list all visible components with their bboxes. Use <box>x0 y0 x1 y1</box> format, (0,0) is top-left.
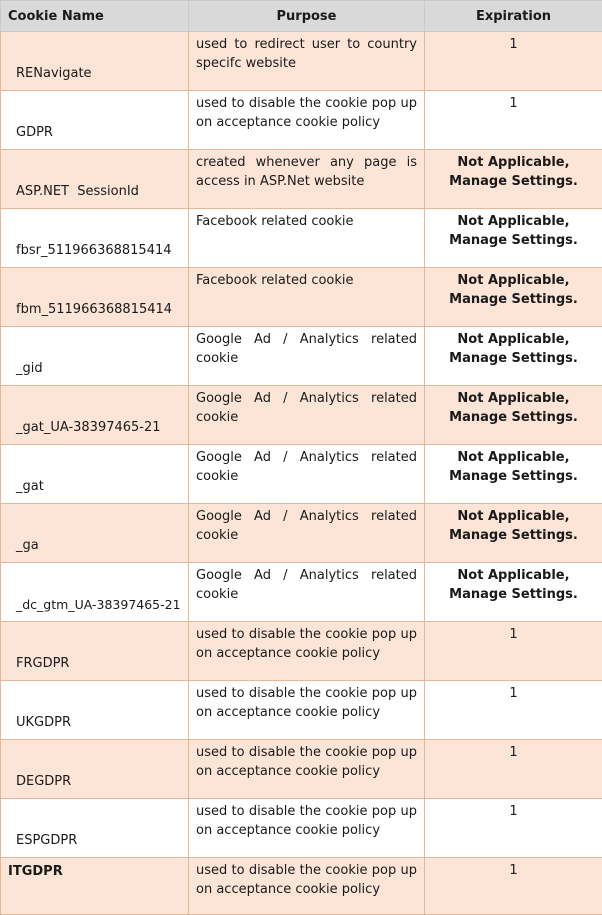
purpose-cell: Facebook related cookie <box>189 268 425 327</box>
cookie-name-cell: _gat <box>1 445 189 504</box>
purpose-cell: Google Ad / Analytics related cookie <box>189 445 425 504</box>
cookie-name-cell: UKGDPR <box>1 681 189 740</box>
expiration-cell: Not Applicable, Manage Settings. <box>425 209 602 268</box>
table-row <box>1 740 602 799</box>
header-expiration: Expiration <box>425 1 602 32</box>
cookie-name-cell: _ga <box>1 504 189 563</box>
purpose-cell: Google Ad / Analytics related cookie <box>189 504 425 563</box>
purpose-cell: used to redirect user to country specifc website <box>189 32 425 91</box>
table-row <box>1 858 602 915</box>
header-row <box>1 1 602 32</box>
purpose-cell: Google Ad / Analytics related cookie <box>189 386 425 445</box>
expiration-cell: Not Applicable, Manage Settings. <box>425 386 602 445</box>
purpose-cell: used to disable the cookie pop up on acceptance cookie policy <box>189 799 425 858</box>
table-row <box>1 91 602 150</box>
cookie-name-cell: _gat_UA-38397465-21 <box>1 386 189 445</box>
expiration-cell: 1 <box>425 622 602 681</box>
expiration-cell: 1 <box>425 799 602 858</box>
table-row <box>1 445 602 504</box>
table-row <box>1 32 602 91</box>
purpose-cell: used to disable the cookie pop up on acceptance cookie policy <box>189 622 425 681</box>
cookie-name-cell: FRGDPR <box>1 622 189 681</box>
cookie-name-cell: _dc_gtm_UA-38397465-21 <box>1 563 189 622</box>
cookie-name-cell: DEGDPR <box>1 740 189 799</box>
table-body <box>1 32 602 915</box>
expiration-cell: Not Applicable, Manage Settings. <box>425 504 602 563</box>
purpose-cell: Google Ad / Analytics related cookie <box>189 327 425 386</box>
table-row <box>1 268 602 327</box>
cookie-name-cell: ASP.NET SessionId <box>1 150 189 209</box>
table-row <box>1 563 602 622</box>
table-row <box>1 386 602 445</box>
cookie-name-cell: GDPR <box>1 91 189 150</box>
expiration-cell: Not Applicable, Manage Settings. <box>425 268 602 327</box>
expiration-cell: 1 <box>425 740 602 799</box>
cookie-name-cell: fbm_511966368815414 <box>1 268 189 327</box>
purpose-cell: created whenever any page is access in ASP.Net website <box>189 150 425 209</box>
purpose-cell: used to disable the cookie pop up on acceptance cookie policy <box>189 681 425 740</box>
cookie-name-cell: RENavigate <box>1 32 189 91</box>
expiration-cell: 1 <box>425 32 602 91</box>
table-row <box>1 150 602 209</box>
purpose-cell: used to disable the cookie pop up on acceptance cookie policy <box>189 91 425 150</box>
cookie-name-cell: fbsr_511966368815414 <box>1 209 189 268</box>
expiration-cell: 1 <box>425 91 602 150</box>
table-row <box>1 681 602 740</box>
expiration-cell: Not Applicable, Manage Settings. <box>425 327 602 386</box>
purpose-cell: used to disable the cookie pop up on acceptance cookie policy <box>189 740 425 799</box>
table-row <box>1 799 602 858</box>
cookie-name-cell: ESPGDPR <box>1 799 189 858</box>
expiration-cell: Not Applicable, Manage Settings. <box>425 445 602 504</box>
purpose-cell: Google Ad / Analytics related cookie <box>189 563 425 622</box>
cookie-name-cell: ITGDPR <box>1 858 189 915</box>
expiration-cell: Not Applicable, Manage Settings. <box>425 150 602 209</box>
purpose-cell: used to disable the cookie pop up on acceptance cookie policy <box>189 858 425 915</box>
purpose-cell: Facebook related cookie <box>189 209 425 268</box>
expiration-cell: 1 <box>425 681 602 740</box>
expiration-cell: 1 <box>425 858 602 915</box>
table-row <box>1 504 602 563</box>
cookie-name-cell: _gid <box>1 327 189 386</box>
table-row <box>1 327 602 386</box>
table-row <box>1 622 602 681</box>
expiration-cell: Not Applicable, Manage Settings. <box>425 563 602 622</box>
header-purpose: Purpose <box>189 1 425 32</box>
table-row <box>1 209 602 268</box>
table-header <box>1 1 602 32</box>
header-cookie-name: Cookie Name <box>1 1 189 32</box>
